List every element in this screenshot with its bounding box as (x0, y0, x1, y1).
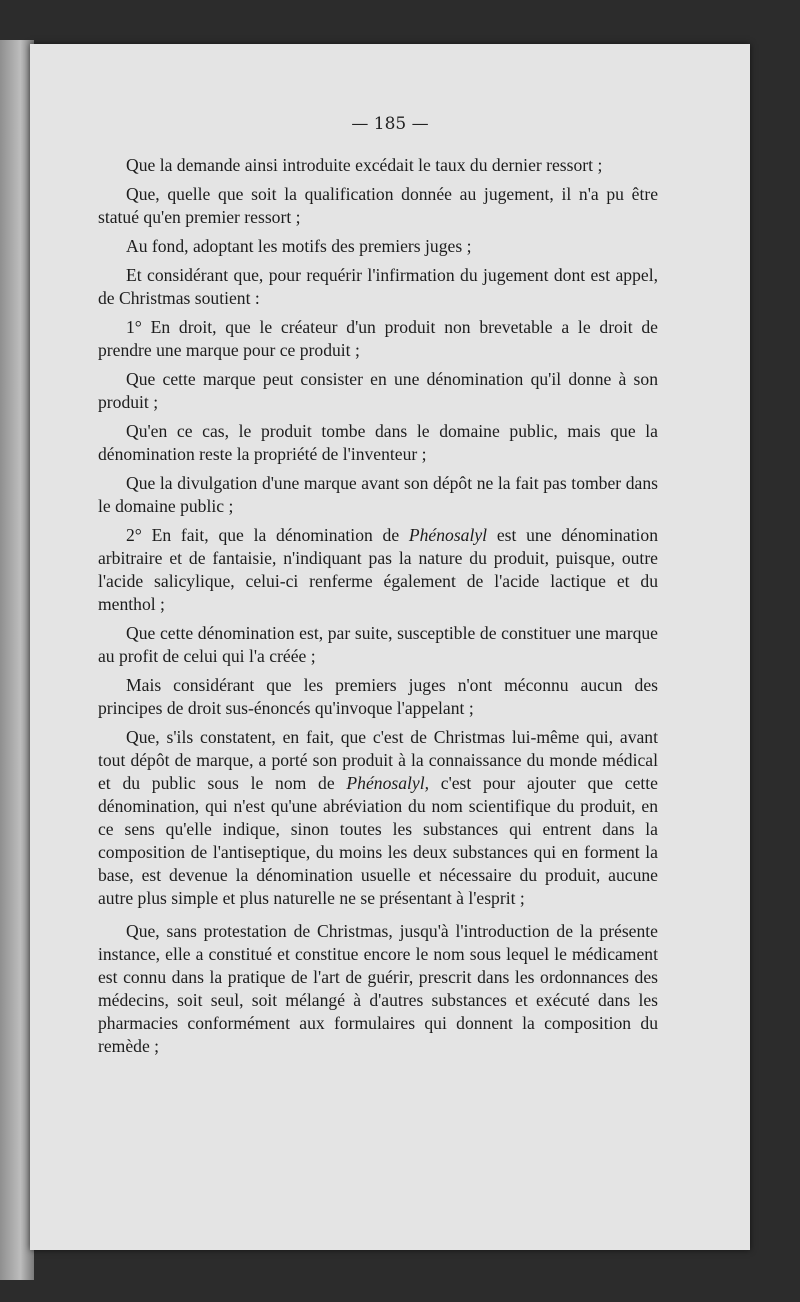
paragraph-9 (98, 524, 658, 616)
paragraph-12-italic: Phénosalyl, (346, 773, 429, 793)
paragraph-9-italic: Phénosalyl (408, 525, 488, 545)
paragraph-1: Que la demande ainsi introduite excédait le taux du dernier ressort ; (126, 155, 603, 175)
paragraph-11: Mais considérant que les premiers juges n'ont méconnu aucun des principes de droit sus-énoncés qu'invoque l'appelant ; (98, 675, 658, 718)
paragraph-5: 1° En droit, que le créateur d'un produit non brevetable a le droit de prendre une marque pour ce produit ; (98, 317, 658, 360)
paragraph-8: Que la divulgation d'une marque avant son dépôt ne la fait pas tomber dans le domaine public ; (98, 473, 658, 516)
book-page (30, 44, 750, 1250)
paragraph-12-end: c'est pour ajouter que cette dénomination, qui n'est qu'une abréviation du nom scientifique du produit, en ce sens qu'elle indique, sinon toutes les substances qui entrent dans la composition de l'antiseptique, du moins les deux substances qui en forment la base, est devenue la dénomination usuelle et nécessaire du produit, aucune autre plus simple et plus naturelle ne se présentant à l'esprit ; (98, 773, 658, 908)
page-number: — 185 — (351, 114, 429, 134)
paragraph-3: Au fond, adoptant les motifs des premiers juges ; (126, 236, 472, 256)
paragraph-2: Que, quelle que soit la qualification donnée au jugement, il n'a pu être statué qu'en premier ressort ; (98, 184, 658, 227)
facing-page-edge (0, 40, 34, 1280)
paragraph-9-start: 2° En fait, que la dénomination de (126, 525, 409, 545)
paragraph-13: Que, sans protestation de Christmas, jusqu'à l'introduction de la présente instance, elle a constitué et constitue encore le nom sous lequel le médicament est connu dans la pratique de l'art de guérir, prescrit dans les ordonnances des médecins, soit seul, soit mélangé à d'autres substances et exécuté dans les pharmacies conformément aux formulaires qui donnent la composition du remède ; (98, 921, 658, 1056)
body-text (98, 154, 658, 1064)
paragraph-12 (98, 726, 658, 910)
paragraph-9-end: est une dénomination arbitraire et de fantaisie, n'indiquant pas la nature du produit, puisque, outre l'acide salicylique, celui-ci renferme également de l'acide lactique et du menthol ; (98, 525, 659, 614)
paragraph-10: Que cette dénomination est, par suite, susceptible de constituer une marque au profit de celui qui l'a créée ; (98, 623, 658, 666)
paragraph-6: Que cette marque peut consister en une dénomination qu'il donne à son produit ; (98, 369, 658, 412)
paragraph-4: Et considérant que, pour requérir l'infirmation du jugement dont est appel, de Christmas soutient : (98, 265, 658, 308)
paragraph-12-start: Que, s'ils constatent, en fait, que c'est de Christmas lui-même qui, avant tout dépôt de marque, a porté son produit à la connaissance du monde médical et du public sous le nom de (98, 727, 658, 793)
paragraph-7: Qu'en ce cas, le produit tombe dans le domaine public, mais que la dénomination reste la propriété de l'inventeur ; (98, 421, 658, 464)
